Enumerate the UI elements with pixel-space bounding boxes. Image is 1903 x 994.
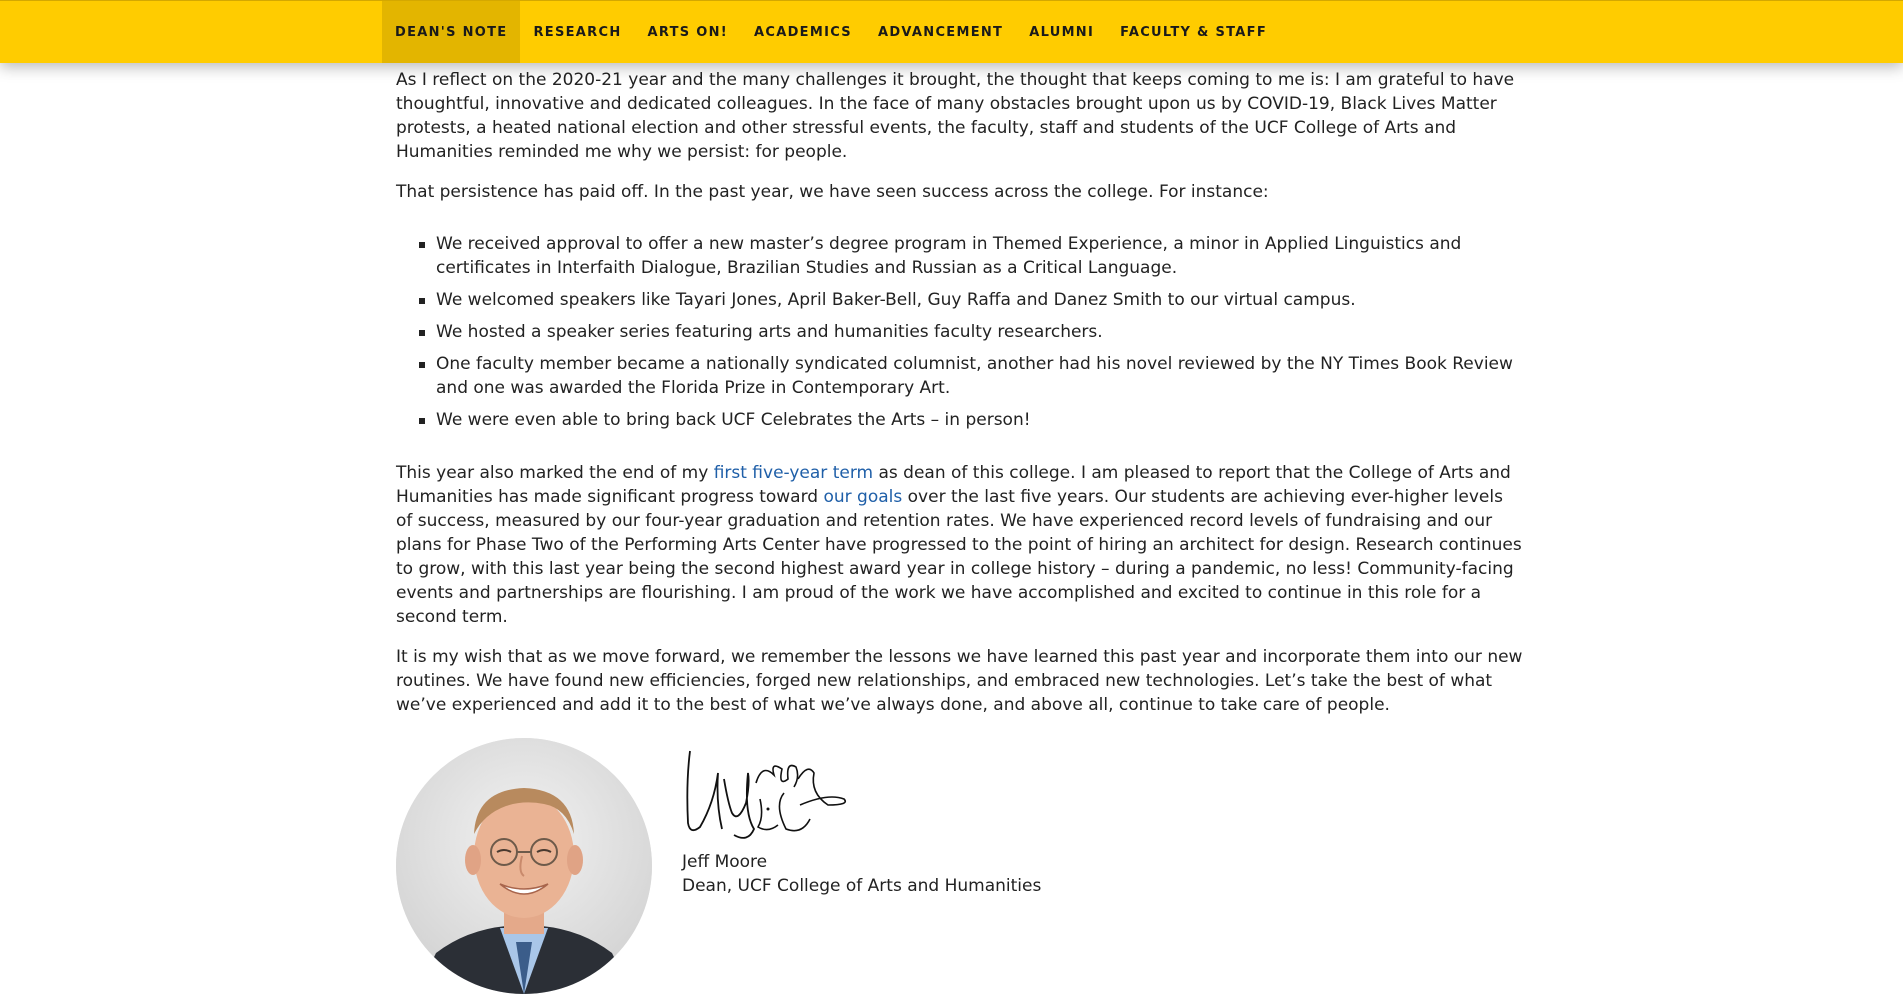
term-text-mid: as dean of this college. I am pleased to report that the College of Arts and Humanities has made significant progress toward [396,463,1511,507]
list-item: We were even able to bring back UCF Celebrates the Arts – in person! [436,408,1524,432]
nav-menu [382,1,1280,63]
term-text-post: over the last five years. Our students are achieving ever-higher levels of success, measured by our four-year graduation and retention rates. We have experienced record levels of fundraising and our plans for Phase Two of the Performing Arts Center have progressed to the point of hiring an architect for design. Research continues to grow, with this last year being the second highest award year in college history – during a pandemic, no less! Community-facing events and partnerships are flourishing. I am proud of the work we have accomplished and excited to continue in this role for a second term. [396,487,1522,627]
handwritten-signature [678,743,848,843]
our-goals-link[interactable]: our goals [823,487,903,507]
nav-item-faculty-staff[interactable]: FACULTY & STAFF [1120,24,1268,40]
intro-paragraph: As I reflect on the 2020-21 year and the many challenges it brought, the thought that keeps coming to me is: I am grateful to have thoughtful, innovative and dedicated colleagues. In the face of many obstacles brought upon us by COVID-19, Black Lives Matter protests, a heated national election and other stressful events, the faculty, staff and students of the UCF College of Arts and Humanities reminded me why we persist: for people. [396,70,1515,162]
term-text-pre: This year also marked the end of my [396,463,714,483]
nav-item-alumni[interactable]: ALUMNI [1029,24,1095,40]
dean-title: Dean, UCF College of Arts and Humanities [682,876,1042,896]
dean-portrait-image [396,738,652,994]
dean-signature [678,743,848,843]
first-term-link[interactable]: first five-year term [713,463,874,483]
nav-item-deans-note[interactable]: DEAN'S NOTE [382,1,520,63]
list-item: One faculty member became a nationally syndicated columnist, another had his novel reviewed by the NY Times Book Review and one was awarded the Florida Prize in Contemporary Art. [436,352,1524,400]
top-navigation [0,0,1903,63]
achievements-list [396,232,1524,432]
list-item: We hosted a speaker series featuring arts and humanities faculty researchers. [436,320,1524,344]
term-paragraph [396,461,1524,629]
article-body [396,68,1524,733]
nav-item-advancement[interactable]: ADVANCEMENT [877,24,1004,40]
list-item: We welcomed speakers like Tayari Jones, April Baker-Bell, Guy Raffa and Danez Smith to our virtual campus. [436,288,1524,312]
persistence-paragraph: That persistence has paid off. In the past year, we have seen success across the college. For instance: [396,182,1269,202]
dean-portrait [396,738,652,994]
dean-name: Jeff Moore [682,852,768,872]
nav-item-research[interactable]: RESEARCH [533,24,622,40]
closing-paragraph: It is my wish that as we move forward, we remember the lessons we have learned this past year and incorporate them into our new routines. We have found new efficiencies, forged new relationships, and embraced new technologies. Let’s take the best of what we’ve experienced and add it to the best of what we’ve always done, and above all, continue to take care of people. [396,647,1523,715]
signature-block [396,738,1296,978]
nav-item-arts-on[interactable]: ARTS ON! [647,24,729,40]
nav-item-academics[interactable]: ACADEMICS [754,24,852,40]
list-item: We received approval to offer a new master’s degree program in Themed Experience, a minor in Applied Linguistics and certificates in Interfaith Dialogue, Brazilian Studies and Russian as a Critical Language. [436,232,1524,280]
